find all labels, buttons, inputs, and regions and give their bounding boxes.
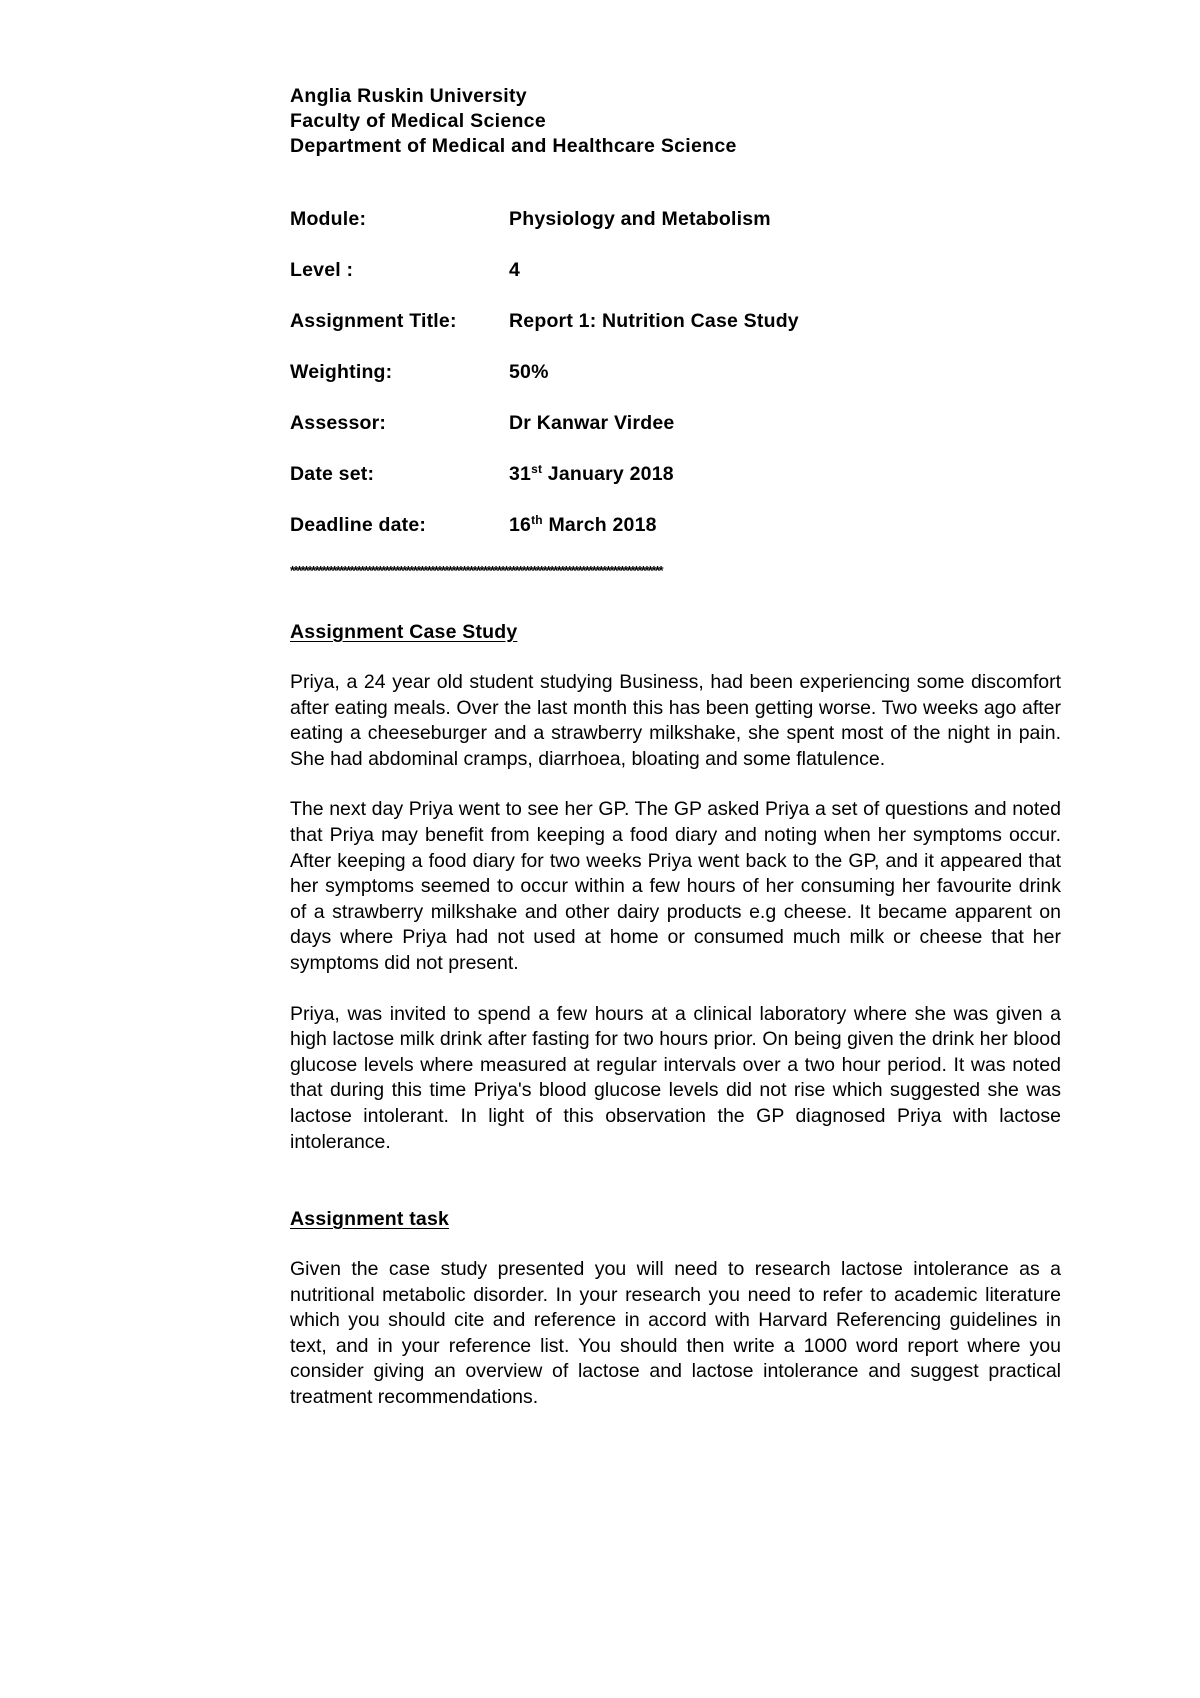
date-set-value <box>509 462 674 513</box>
deadline-day: 16 <box>509 514 532 536</box>
date-set-day: 31 <box>509 463 532 485</box>
level-value: 4 <box>509 259 521 281</box>
faculty-name: Faculty of Medical Science <box>290 110 546 132</box>
assignment-title-label: Assignment Title: <box>290 310 457 332</box>
document-header <box>290 84 1061 159</box>
case-study-heading: Assignment Case Study <box>290 621 518 643</box>
asterisk-separator: ********************************************************************************************************** <box>290 563 662 578</box>
case-study-paragraph-3: Priya, was invited to spend a few hours at a clinical laboratory where she was given a high lactose milk drink after fasting for two hours prior. On being given the drink her blood glucose levels where measured at regular intervals over a two hour period. It was noted that during this time Priya's blood glucose levels did not rise which suggested she was lactose intolerant. In light of this observation the GP diagnosed Priya with lactose intolerance. <box>290 1002 1061 1153</box>
deadline-label: Deadline date: <box>290 514 427 536</box>
case-study-paragraph-2: The next day Priya went to see her GP. The GP asked Priya a set of questions and noted that Priya may benefit from keeping a food diary and noting when her symptoms occur. After keeping a food diary for two weeks Priya went back to the GP, and it appeared that her symptoms seemed to occur within a few hours of her consuming her favourite drink of a strawberry milkshake and other dairy products e.g cheese. It became apparent on days where Priya had not used at home or consumed much milk or cheese that her symptoms did not present. <box>290 798 1061 974</box>
document-page <box>290 84 1061 1411</box>
assessor-row <box>290 411 1061 462</box>
date-set-month-year: January 2018 <box>542 463 674 485</box>
assignment-task-paragraph: Given the case study presented you will need to research lactose intolerance as a nutritional metabolic disorder. In your research you need to refer to academic literature which you should cite and reference in accord with Harvard Referencing guidelines in text, and in your reference list. You should then write a 1000 word report where you consider giving an overview of lactose and lactose intolerance and suggest practical treatment recommendations. <box>290 1258 1061 1409</box>
module-label: Module: <box>290 208 367 230</box>
case-study-paragraph-1: Priya, a 24 year old student studying Business, had been experiencing some discomfort after eating meals. Over the last month this has been getting worse. Two weeks ago after eating a cheeseburger and a strawberry milkshake, she spent most of the night in pain. She had abdominal cramps, diarrhoea, bloating and some flatulence. <box>290 671 1061 770</box>
deadline-value <box>509 513 657 564</box>
assessor-label: Assessor: <box>290 412 387 434</box>
weighting-value: 50% <box>509 361 549 383</box>
deadline-month-year: March 2018 <box>542 514 657 536</box>
level-label: Level : <box>290 259 354 281</box>
assignment-task-heading: Assignment task <box>290 1208 450 1231</box>
deadline-suffix: th <box>531 513 543 527</box>
assessor-value: Dr Kanwar Virdee <box>509 412 675 434</box>
date-set-suffix: st <box>531 462 543 476</box>
date-set-row <box>290 462 1061 513</box>
assignment-details <box>290 207 1061 564</box>
weighting-row <box>290 360 1061 411</box>
assignment-title-value: Report 1: Nutrition Case Study <box>509 310 799 332</box>
weighting-label: Weighting: <box>290 361 393 383</box>
assignment-title-row <box>290 309 1061 360</box>
module-value: Physiology and Metabolism <box>509 208 771 230</box>
module-row <box>290 207 1061 258</box>
date-set-label: Date set: <box>290 463 375 485</box>
department-name: Department of Medical and Healthcare Science <box>290 135 737 157</box>
deadline-row <box>290 513 1061 564</box>
university-name: Anglia Ruskin University <box>290 85 527 107</box>
level-row <box>290 258 1061 309</box>
